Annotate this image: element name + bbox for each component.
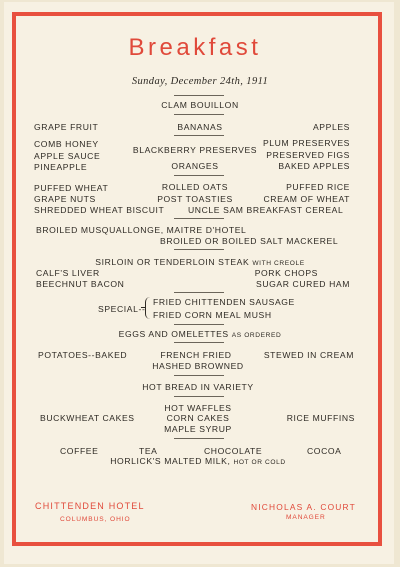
fruit-item: PINEAPPLE bbox=[34, 162, 88, 172]
cereal-item: PUFFED RICE bbox=[286, 182, 350, 192]
fruit-item: BLACKBERRY PRESERVES bbox=[132, 145, 258, 155]
meat-item-main: SIRLOIN OR TENDERLOIN STEAK bbox=[95, 257, 250, 267]
hotel-city: COLUMBUS, OHIO bbox=[60, 516, 131, 523]
cake-item: HOT WAFFLES bbox=[164, 403, 232, 413]
manager-name: NICHOLAS A. COURT bbox=[251, 502, 356, 512]
divider bbox=[174, 342, 224, 343]
eggs-item-suffix: AS ORDERED bbox=[231, 332, 282, 339]
divider bbox=[174, 135, 224, 136]
cake-item: BUCKWHEAT CAKES bbox=[40, 413, 135, 423]
fish-item: BROILED MUSQUALLONGE, MAITRE D'HOTEL bbox=[36, 225, 247, 235]
drink-item: CHOCOLATE bbox=[204, 446, 263, 456]
special-brace bbox=[145, 297, 152, 319]
cereal-item: POST TOASTIES bbox=[157, 194, 233, 204]
cake-item: CORN CAKES bbox=[166, 413, 230, 423]
bread-item: HOT BREAD IN VARIETY bbox=[142, 382, 254, 392]
cereal-item: CREAM OF WHEAT bbox=[263, 194, 350, 204]
cake-item: MAPLE SYRUP bbox=[164, 424, 232, 434]
potato-item: POTATOES--BAKED bbox=[38, 350, 128, 360]
fruit-item: GRAPE FRUIT bbox=[34, 122, 99, 132]
eggs-item bbox=[0, 329, 400, 339]
fruit-item: APPLES bbox=[312, 122, 350, 132]
drink-item-main: HORLICK'S MALTED MILK, bbox=[110, 456, 231, 466]
divider bbox=[174, 292, 224, 293]
hotel-name: CHITTENDEN HOTEL bbox=[35, 501, 145, 511]
fruit-item: COMB HONEY bbox=[34, 139, 99, 149]
potato-item: STEWED IN CREAM bbox=[263, 350, 354, 360]
meat-item: PORK CHOPS bbox=[254, 268, 318, 278]
eggs-item-main: EGGS AND OMELETTES bbox=[118, 329, 229, 339]
drink-item: TEA bbox=[139, 446, 158, 456]
divider bbox=[174, 324, 224, 325]
divider bbox=[174, 438, 224, 439]
meat-item-suffix: WITH CREOLE bbox=[252, 260, 305, 267]
cake-item: RICE MUFFINS bbox=[286, 413, 355, 423]
potato-item: HASHED BROWNED bbox=[152, 361, 244, 371]
cereal-item: GRAPE NUTS bbox=[34, 194, 96, 204]
fish-item: BROILED OR BOILED SALT MACKEREL bbox=[160, 236, 339, 246]
fruit-item: BANANAS bbox=[177, 122, 223, 132]
special-label: SPECIAL-- bbox=[98, 304, 146, 314]
fruit-item: PRESERVED FIGS bbox=[266, 150, 350, 160]
cereal-item: SHREDDED WHEAT BISCUIT bbox=[34, 205, 165, 215]
cereal-item: PUFFED WHEAT bbox=[34, 183, 109, 193]
divider bbox=[174, 114, 224, 115]
soup-item: CLAM BOUILLON bbox=[161, 100, 239, 110]
meat-item bbox=[0, 257, 400, 267]
meat-item: CALF'S LIVER bbox=[36, 268, 100, 278]
drink-item: COCOA bbox=[307, 446, 342, 456]
cereal-item: UNCLE SAM BREAKFAST CEREAL bbox=[188, 205, 344, 215]
divider bbox=[174, 396, 224, 397]
cereal-item: ROLLED OATS bbox=[161, 182, 229, 192]
potato-item: FRENCH FRIED bbox=[160, 350, 232, 360]
drink-item-suffix: HOT OR COLD bbox=[233, 459, 286, 466]
drink-item: COFFEE bbox=[60, 446, 99, 456]
meat-item: BEECHNUT BACON bbox=[36, 279, 125, 289]
drink-item bbox=[0, 456, 396, 466]
special-item: FRIED CORN MEAL MUSH bbox=[153, 310, 272, 320]
meat-item: SUGAR CURED HAM bbox=[256, 279, 350, 289]
divider bbox=[174, 375, 224, 376]
fruit-item: BAKED APPLES bbox=[278, 161, 350, 171]
menu-date: Sunday, December 24th, 1911 bbox=[131, 76, 269, 87]
divider bbox=[174, 95, 224, 96]
divider bbox=[174, 249, 224, 250]
divider bbox=[174, 218, 224, 219]
manager-title: MANAGER bbox=[286, 514, 326, 521]
divider bbox=[174, 175, 224, 176]
menu-title: Breakfast bbox=[128, 34, 262, 61]
fruit-item: ORANGES bbox=[171, 161, 219, 171]
fruit-item: APPLE SAUCE bbox=[34, 151, 101, 161]
special-item: FRIED CHITTENDEN SAUSAGE bbox=[153, 297, 295, 307]
fruit-item: PLUM PRESERVES bbox=[262, 138, 350, 148]
